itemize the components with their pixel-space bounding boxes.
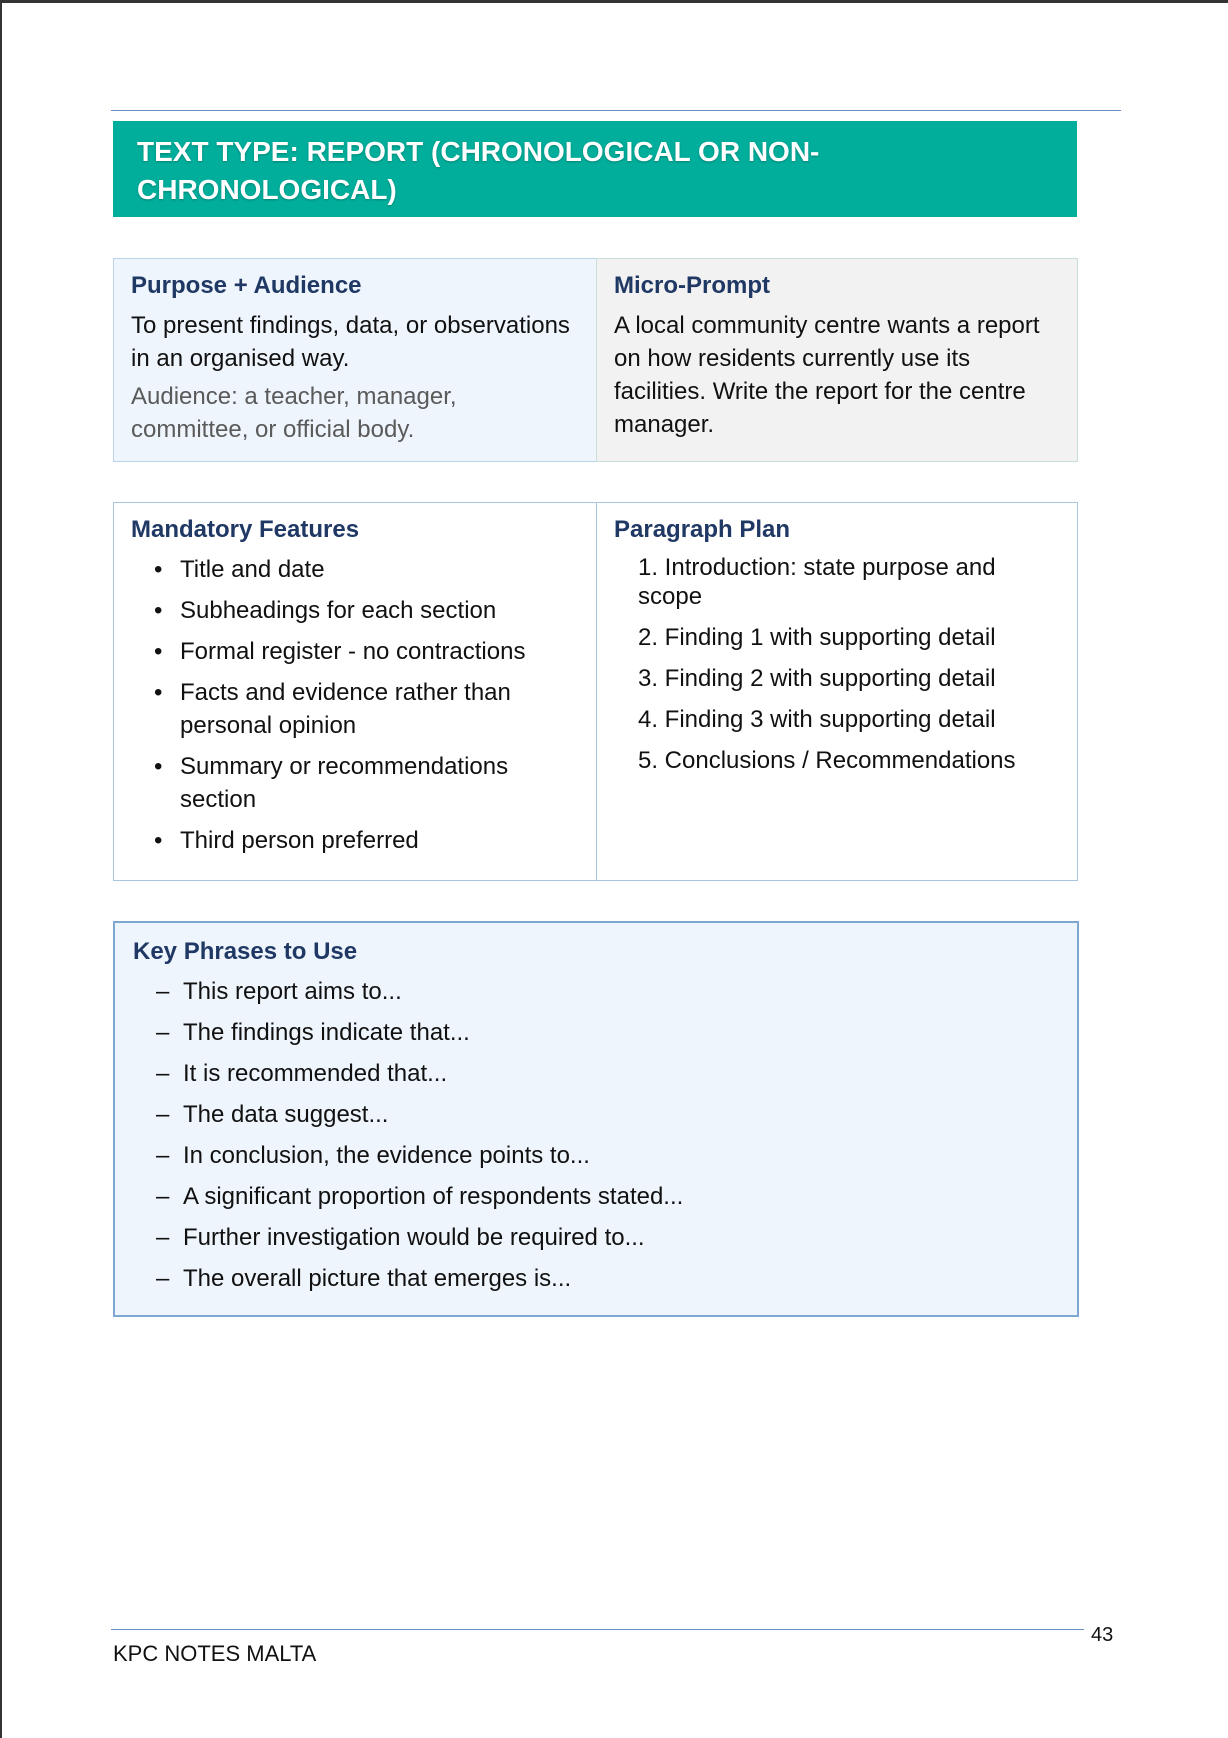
mandatory-features-list bbox=[131, 553, 580, 857]
phrase-text: The overall picture that emerges is... bbox=[183, 1265, 572, 1292]
phrase-text: This report aims to... bbox=[183, 978, 402, 1005]
micro-prompt-box bbox=[596, 258, 1078, 462]
paragraph-plan-heading: Paragraph Plan bbox=[614, 516, 791, 543]
list-item bbox=[133, 1180, 1059, 1213]
bullet-icon: • bbox=[154, 827, 163, 854]
dash-icon: – bbox=[156, 1224, 170, 1251]
list-item bbox=[131, 635, 580, 668]
bullet-icon: • bbox=[154, 753, 163, 780]
feature-text: Formal register - no contractions bbox=[180, 638, 526, 665]
purpose-text: To present findings, data, or observations in an organised way. bbox=[131, 312, 570, 372]
bullet-icon: • bbox=[154, 679, 163, 706]
page-title: TEXT TYPE: REPORT (CHRONOLOGICAL OR NON-CHRONOLOGICAL) bbox=[137, 136, 820, 205]
list-item bbox=[131, 553, 580, 586]
list-item: 5. Conclusions / Recommendations bbox=[638, 747, 1016, 774]
list-item bbox=[133, 1057, 1059, 1090]
features-row bbox=[113, 502, 1078, 881]
footer-label: KPC NOTES MALTA bbox=[113, 1641, 317, 1666]
dash-icon: – bbox=[156, 1060, 170, 1087]
phrase-text: A significant proportion of respondents stated... bbox=[183, 1183, 684, 1210]
audience-text: Audience: a teacher, manager, committee, or official body. bbox=[131, 383, 457, 443]
list-item: 2. Finding 1 with supporting detail bbox=[638, 624, 996, 651]
list-item: 4. Finding 3 with supporting detail bbox=[638, 706, 996, 733]
key-phrases-heading: Key Phrases to Use bbox=[133, 938, 358, 965]
purpose-audience-heading: Purpose + Audience bbox=[131, 272, 362, 299]
bullet-icon: • bbox=[154, 638, 163, 665]
list-item bbox=[131, 594, 580, 627]
dash-icon: – bbox=[156, 978, 170, 1005]
page-number: 43 bbox=[1091, 1624, 1114, 1646]
purpose-audience-box bbox=[113, 258, 596, 462]
mandatory-features-heading: Mandatory Features bbox=[131, 516, 360, 543]
list-item bbox=[131, 750, 580, 816]
list-item bbox=[133, 1016, 1059, 1049]
dash-icon: – bbox=[156, 1101, 170, 1128]
micro-prompt-text: A local community centre wants a report on how residents currently use its facilities. Write the report for the centre manager. bbox=[614, 312, 1040, 438]
feature-text: Facts and evidence rather than personal opinion bbox=[180, 679, 511, 739]
mandatory-features-box bbox=[113, 502, 596, 881]
phrase-text: The findings indicate that... bbox=[183, 1019, 470, 1046]
phrase-text: In conclusion, the evidence points to... bbox=[183, 1142, 590, 1169]
list-item bbox=[133, 1221, 1059, 1254]
list-item bbox=[133, 1098, 1059, 1131]
list-item: 3. Finding 2 with supporting detail bbox=[638, 665, 996, 692]
dash-icon: – bbox=[156, 1183, 170, 1210]
key-phrases-box bbox=[113, 921, 1079, 1317]
dash-icon: – bbox=[156, 1265, 170, 1292]
dash-icon: – bbox=[156, 1019, 170, 1046]
feature-text: Third person preferred bbox=[180, 827, 419, 854]
title-banner bbox=[113, 121, 1077, 217]
list-item bbox=[133, 1139, 1059, 1172]
intro-row bbox=[113, 258, 1078, 462]
key-phrases-list bbox=[133, 975, 1059, 1295]
paragraph-plan-box bbox=[596, 502, 1078, 881]
phrase-text: The data suggest... bbox=[183, 1101, 389, 1128]
header-rule bbox=[111, 110, 1121, 111]
feature-text: Subheadings for each section bbox=[180, 597, 497, 624]
dash-icon: – bbox=[156, 1142, 170, 1169]
list-item bbox=[131, 824, 580, 857]
page-frame-top bbox=[0, 0, 1228, 3]
feature-text: Summary or recommendations section bbox=[180, 753, 509, 813]
list-item: 1. Introduction: state purpose and scope bbox=[638, 554, 996, 610]
footer-rule bbox=[111, 1629, 1084, 1630]
page-frame-left bbox=[0, 0, 2, 1738]
bullet-icon: • bbox=[154, 597, 163, 624]
phrase-text: It is recommended that... bbox=[183, 1060, 448, 1087]
paragraph-plan-list bbox=[614, 553, 1061, 775]
feature-text: Title and date bbox=[180, 556, 325, 583]
list-item bbox=[131, 676, 580, 742]
micro-prompt-heading: Micro-Prompt bbox=[614, 272, 770, 299]
list-item bbox=[133, 975, 1059, 1008]
list-item bbox=[133, 1262, 1059, 1295]
bullet-icon: • bbox=[154, 556, 163, 583]
phrase-text: Further investigation would be required to... bbox=[183, 1224, 645, 1251]
